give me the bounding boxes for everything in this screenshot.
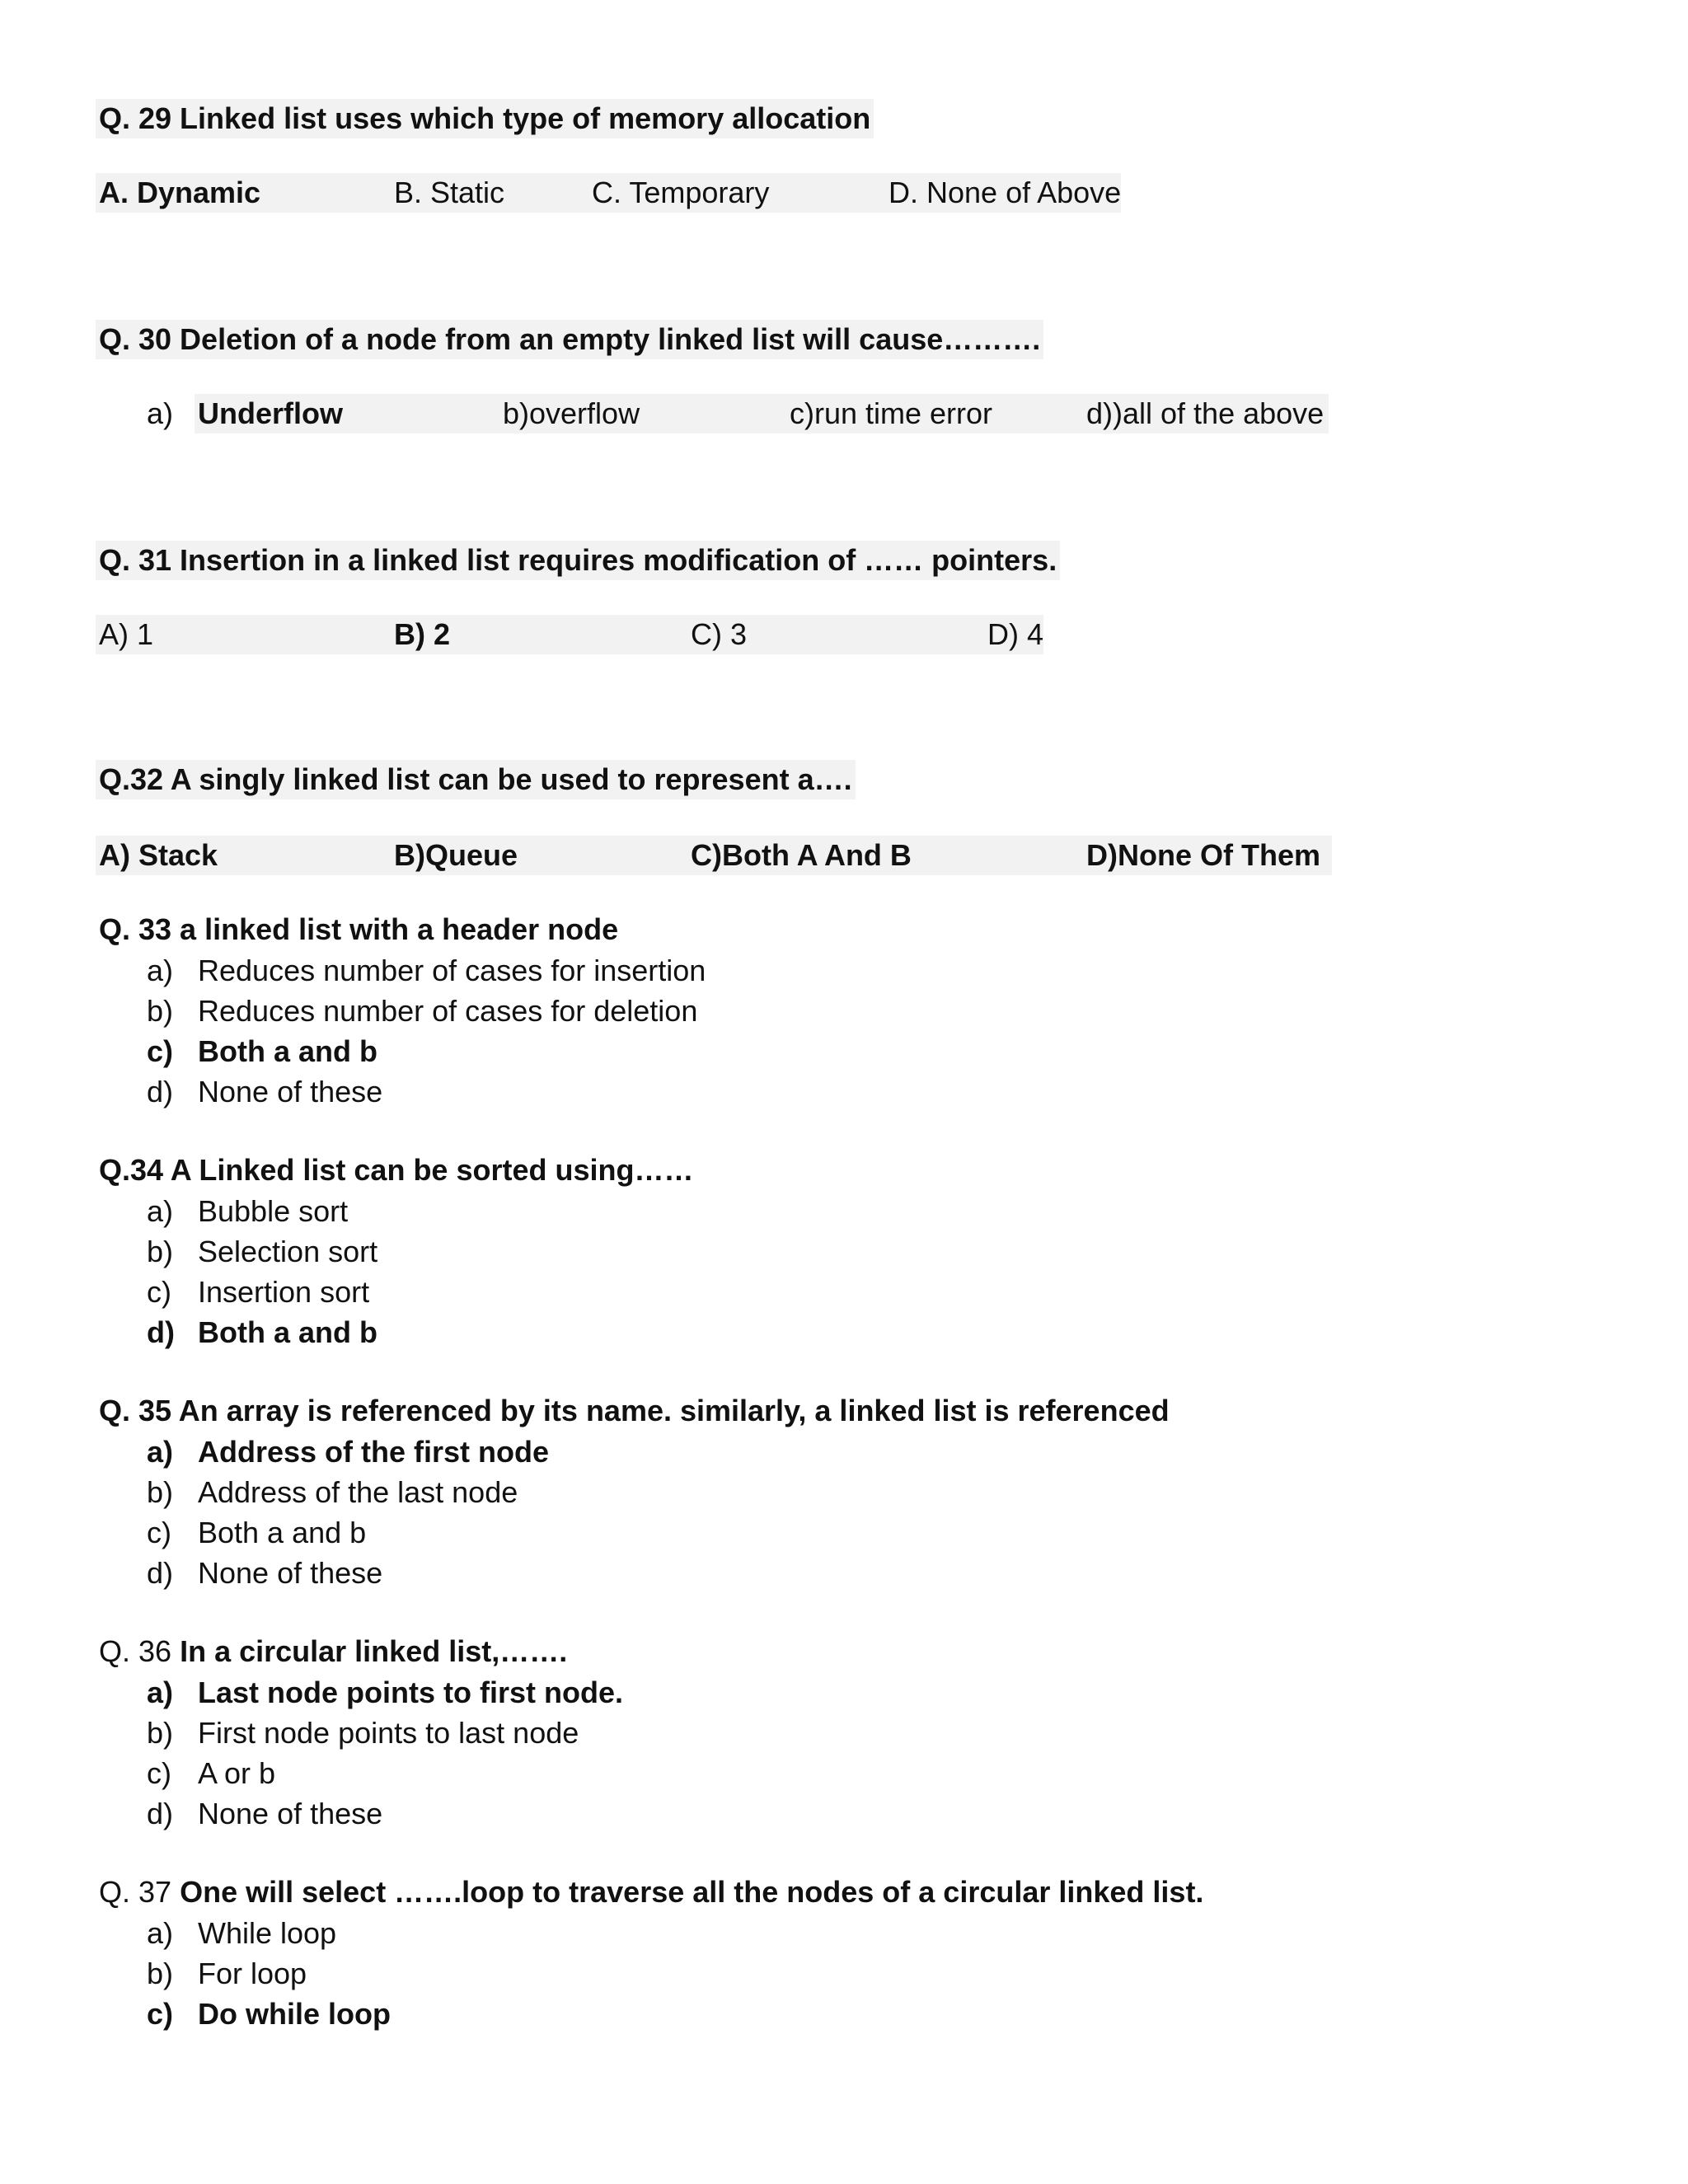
option-text: Do while loop [198, 1997, 391, 2031]
option-letter: d) [147, 1556, 174, 1590]
option-text: Reduces number of cases for deletion [198, 994, 698, 1028]
question-32-option-b: B)Queue [394, 838, 518, 872]
option-text: Selection sort [198, 1235, 378, 1268]
question-35-option-b [147, 1472, 549, 1512]
question-36-option-d [147, 1793, 623, 1834]
option-letter: a) [147, 1675, 174, 1709]
question-37-option-a [147, 1913, 391, 1953]
option-text: Both a and b [198, 1034, 377, 1068]
option-text: For loop [198, 1957, 307, 1990]
question-37-options [147, 1913, 391, 2034]
question-34-option-a [147, 1191, 377, 1231]
question-33-title: Q. 33 a linked list with a header node [99, 912, 619, 946]
question-30-option-c: c)run time error [790, 396, 993, 430]
question-34-options [147, 1191, 377, 1352]
option-letter: c) [147, 1756, 171, 1790]
question-31-title: Q. 31 Insertion in a linked list requires modification of …… pointers. [96, 541, 1060, 580]
question-33-option-c [147, 1031, 706, 1071]
question-34-option-d [147, 1312, 377, 1352]
question-31-option-b: B) 2 [394, 617, 451, 651]
question-30-option-a-letter: a) [147, 394, 180, 434]
question-30-options [147, 394, 1329, 434]
option-text: Both a and b [198, 1315, 377, 1349]
option-text: None of these [198, 1075, 383, 1108]
option-text: Address of the last node [198, 1475, 518, 1509]
option-letter: d) [147, 1075, 174, 1108]
question-31-option-c: C) 3 [691, 617, 748, 651]
question-32-option-d: D)None Of Them [1086, 838, 1320, 872]
question-35-options [147, 1432, 549, 1593]
question-30-option-d: d))all of the above [1086, 396, 1325, 430]
question-35-option-a [147, 1432, 549, 1472]
question-30-option-a: Underflow [198, 396, 343, 430]
question-35-title: Q. 35 An array is referenced by its name. similarly, a linked list is referenced [99, 1394, 1170, 1427]
question-36-title [99, 1632, 567, 1671]
question-29-option-c: C. Temporary [592, 176, 770, 209]
question-29-title: Q. 29 Linked list uses which type of memory allocation [96, 99, 874, 138]
option-text: While loop [198, 1916, 337, 1950]
question-36-number: Q. 36 [99, 1634, 172, 1668]
option-letter: b) [147, 1235, 174, 1268]
question-35-option-c [147, 1512, 549, 1553]
question-30-option-b: b)overflow [503, 396, 640, 430]
option-letter: a) [147, 954, 174, 987]
question-34-option-c [147, 1272, 377, 1312]
option-letter: b) [147, 994, 174, 1028]
option-letter: d) [147, 1797, 174, 1830]
option-text: Both a and b [198, 1516, 367, 1549]
question-31-option-d: D) 4 [987, 617, 1044, 651]
option-text: Bubble sort [198, 1194, 349, 1228]
question-32-option-a: A) Stack [99, 838, 218, 872]
question-29-option-b: B. Static [394, 176, 505, 209]
question-32-option-c: C)Both A And B [691, 838, 912, 872]
question-36-options [147, 1672, 623, 1834]
question-37-title [99, 1872, 1203, 1912]
question-32-title: Q.32 A singly linked list can be used to represent a…. [96, 760, 856, 799]
question-33-option-b [147, 991, 706, 1031]
option-letter: c) [147, 1516, 171, 1549]
option-letter: b) [147, 1957, 174, 1990]
question-37-text: One will select …….loop to traverse all the nodes of a circular linked list. [180, 1875, 1204, 1909]
question-34-title: Q.34 A Linked list can be sorted using…… [99, 1153, 694, 1187]
option-letter: a) [147, 1194, 174, 1228]
question-37-option-b [147, 1953, 391, 1994]
question-33-option-a [147, 950, 706, 991]
option-letter: d) [147, 1315, 175, 1349]
option-text: None of these [198, 1797, 383, 1830]
option-letter: a) [147, 1916, 174, 1950]
option-text: Reduces number of cases for insertion [198, 954, 706, 987]
option-letter: b) [147, 1475, 174, 1509]
question-37-number: Q. 37 [99, 1875, 172, 1909]
option-letter: b) [147, 1716, 174, 1750]
question-36-option-c [147, 1753, 623, 1793]
question-36-text: In a circular linked list,……. [180, 1634, 568, 1668]
question-29-option-a: A. Dynamic [99, 176, 261, 209]
option-letter: c) [147, 1275, 171, 1309]
question-33-options [147, 950, 706, 1112]
option-text: First node points to last node [198, 1716, 579, 1750]
question-37-option-c [147, 1994, 391, 2034]
question-36-option-b [147, 1713, 623, 1753]
option-text: None of these [198, 1556, 383, 1590]
question-29-options [96, 173, 1121, 213]
option-letter: c) [147, 1034, 174, 1068]
question-29-option-d: D. None of Above [889, 176, 1122, 209]
question-31-option-a: A) 1 [99, 617, 154, 651]
option-text: Last node points to first node. [198, 1675, 623, 1709]
option-letter: a) [147, 1435, 174, 1469]
question-33-option-d [147, 1071, 706, 1112]
option-text: Insertion sort [198, 1275, 370, 1309]
question-31-options [96, 615, 1043, 654]
option-text: Address of the first node [198, 1435, 550, 1469]
question-30-title: Q. 30 Deletion of a node from an empty linked list will cause………. [96, 320, 1043, 359]
question-34-option-b [147, 1231, 377, 1272]
option-letter: c) [147, 1997, 174, 2031]
question-32-options [96, 836, 1332, 875]
question-35-option-d [147, 1553, 549, 1593]
option-text: A or b [198, 1756, 276, 1790]
question-36-option-a [147, 1672, 623, 1713]
